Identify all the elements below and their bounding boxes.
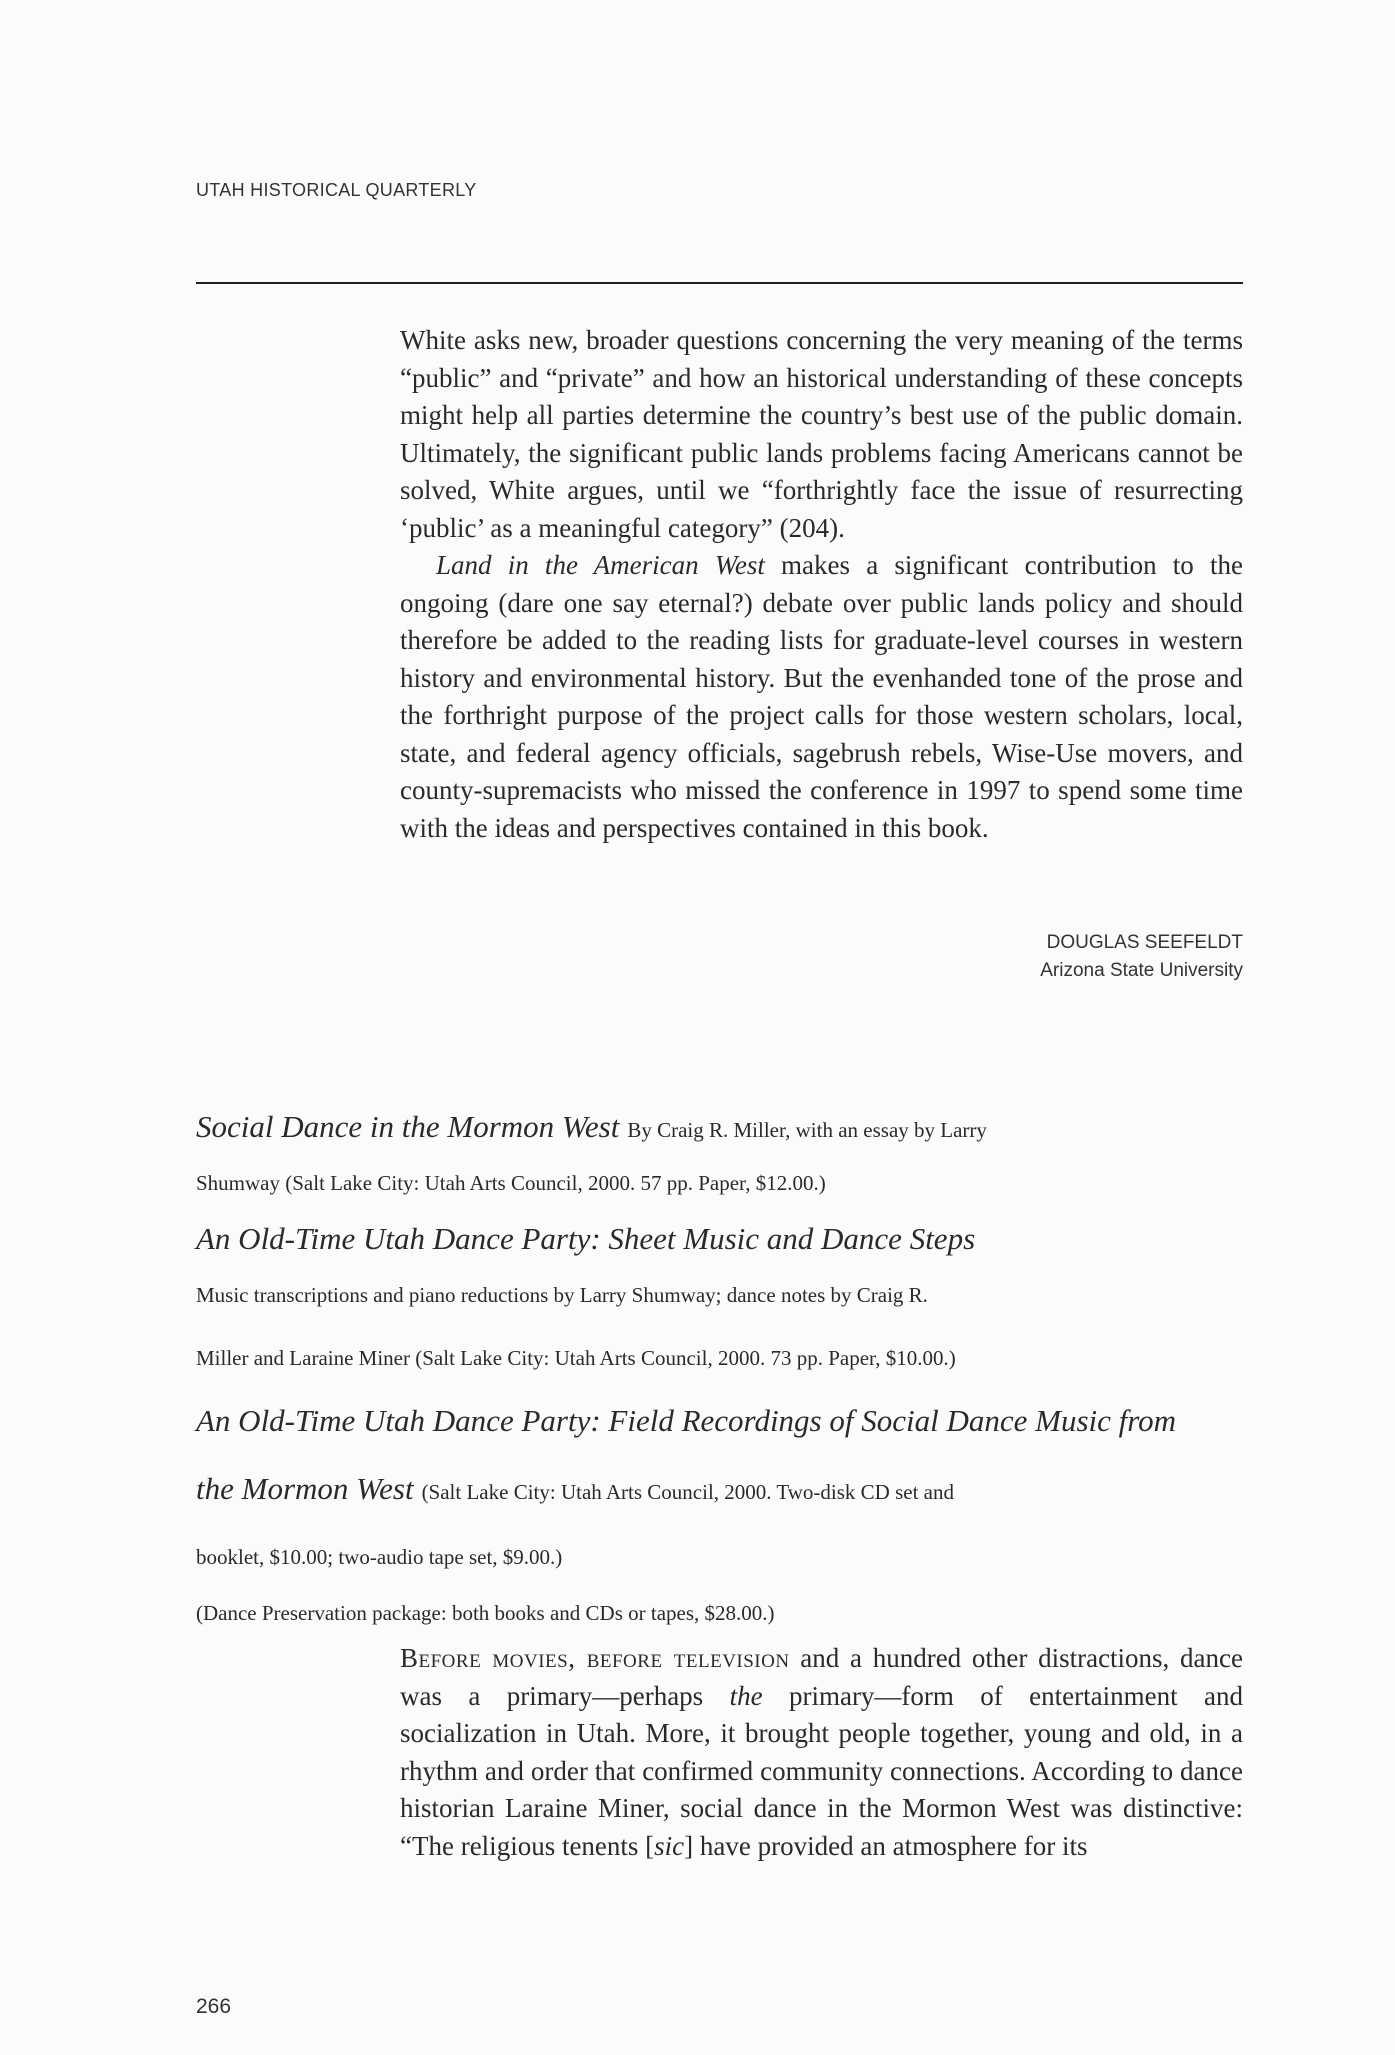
review-continuation xyxy=(400,322,1243,847)
header-rule xyxy=(196,282,1243,284)
emphasis-the: the xyxy=(729,1680,763,1711)
review-new-paragraph-1 xyxy=(400,1640,1243,1865)
lead-in: Before movies, before television xyxy=(400,1643,790,1673)
book3-publisher: (Salt Lake City: Utah Arts Council, 2000. Two-disk CD set and xyxy=(421,1480,954,1504)
book3-line2 xyxy=(196,1455,1296,1523)
review-paragraph-2 xyxy=(400,547,1243,847)
book1-author: By Craig R. Miller, with an essay by Larry xyxy=(627,1118,987,1142)
sic-note: sic xyxy=(654,1830,685,1861)
review-new-text-b: primary—form of entertainment and socialization in Utah. More, it brought people together, young and old, in a rhythm and order that confirmed community connections. According to dance historian Laraine Miner, social dance in the Mormon West was distinctive: “The religious tenents [ xyxy=(400,1680,1243,1861)
book3-title-line1: An Old-Time Utah Dance Party: Field Recordings of Social Dance Music from xyxy=(196,1403,1177,1438)
book-headings xyxy=(196,1105,1296,1635)
review-new-text-a: and a hundred other distractions, dance was a primary—perhaps xyxy=(400,1643,1243,1711)
book1-line2: Shumway (Salt Lake City: Utah Arts Council, 2000. 57 pp. Paper, $12.00.) xyxy=(196,1171,826,1195)
review-new xyxy=(400,1640,1243,1865)
running-head: UTAH HISTORICAL QUARTERLY xyxy=(196,180,477,200)
book1-title: Social Dance in the Mormon West xyxy=(196,1109,620,1144)
package-note: (Dance Preservation package: both books and CDs or tapes, $28.00.) xyxy=(196,1601,775,1625)
book3-title-line2: the Mormon West xyxy=(196,1471,414,1506)
book-title-italic: Land in the American West xyxy=(436,550,765,580)
page-number: 266 xyxy=(196,1995,232,2018)
review-paragraph-2-text: makes a significant contribution to the ongoing (dare one say eternal?) debate over public lands policy and should therefore be added to the reading lists for graduate-level courses in western history and environmental history. But the evenhanded tone of the prose and the forthright purpose of the project calls for those western scholars, local, state, and federal agency officials, sagebrush rebels, Wise-Use movers, and county-supremacists who missed the conference in 1997 to spend some time with the ideas and perspectives contained in this book. xyxy=(400,550,1243,843)
book2-title: An Old-Time Utah Dance Party: Sheet Music and Dance Steps xyxy=(196,1221,976,1256)
review-paragraph-1: White asks new, broader questions concerning the very meaning of the terms “public” and “private” and how an historical understanding of these concepts might help all parties determine the country’s best use of the public domain. Ultimately, the significant public lands problems facing Americans cannot be solved, White argues, until we “forthrightly face the issue of resurrecting ‘public’ as a meaningful category” (204). xyxy=(400,325,1243,543)
book2-line2: Miller and Laraine Miner (Salt Lake City: Utah Arts Council, 2000. 73 pp. Paper, $10.00.) xyxy=(196,1346,956,1370)
review-new-text-c: ] have provided an atmosphere for its xyxy=(684,1830,1088,1861)
reviewer-name: DOUGLAS SEEFELDT xyxy=(1046,932,1243,953)
book3-line3: booklet, $10.00; two-audio tape set, $9.00.) xyxy=(196,1545,563,1569)
reviewer-affiliation: Arizona State University xyxy=(1040,960,1243,981)
book1-line1 xyxy=(196,1105,1296,1149)
book2-line1: Music transcriptions and piano reductions by Larry Shumway; dance notes by Craig R. xyxy=(196,1283,928,1307)
reviewer-signature xyxy=(900,929,1243,985)
